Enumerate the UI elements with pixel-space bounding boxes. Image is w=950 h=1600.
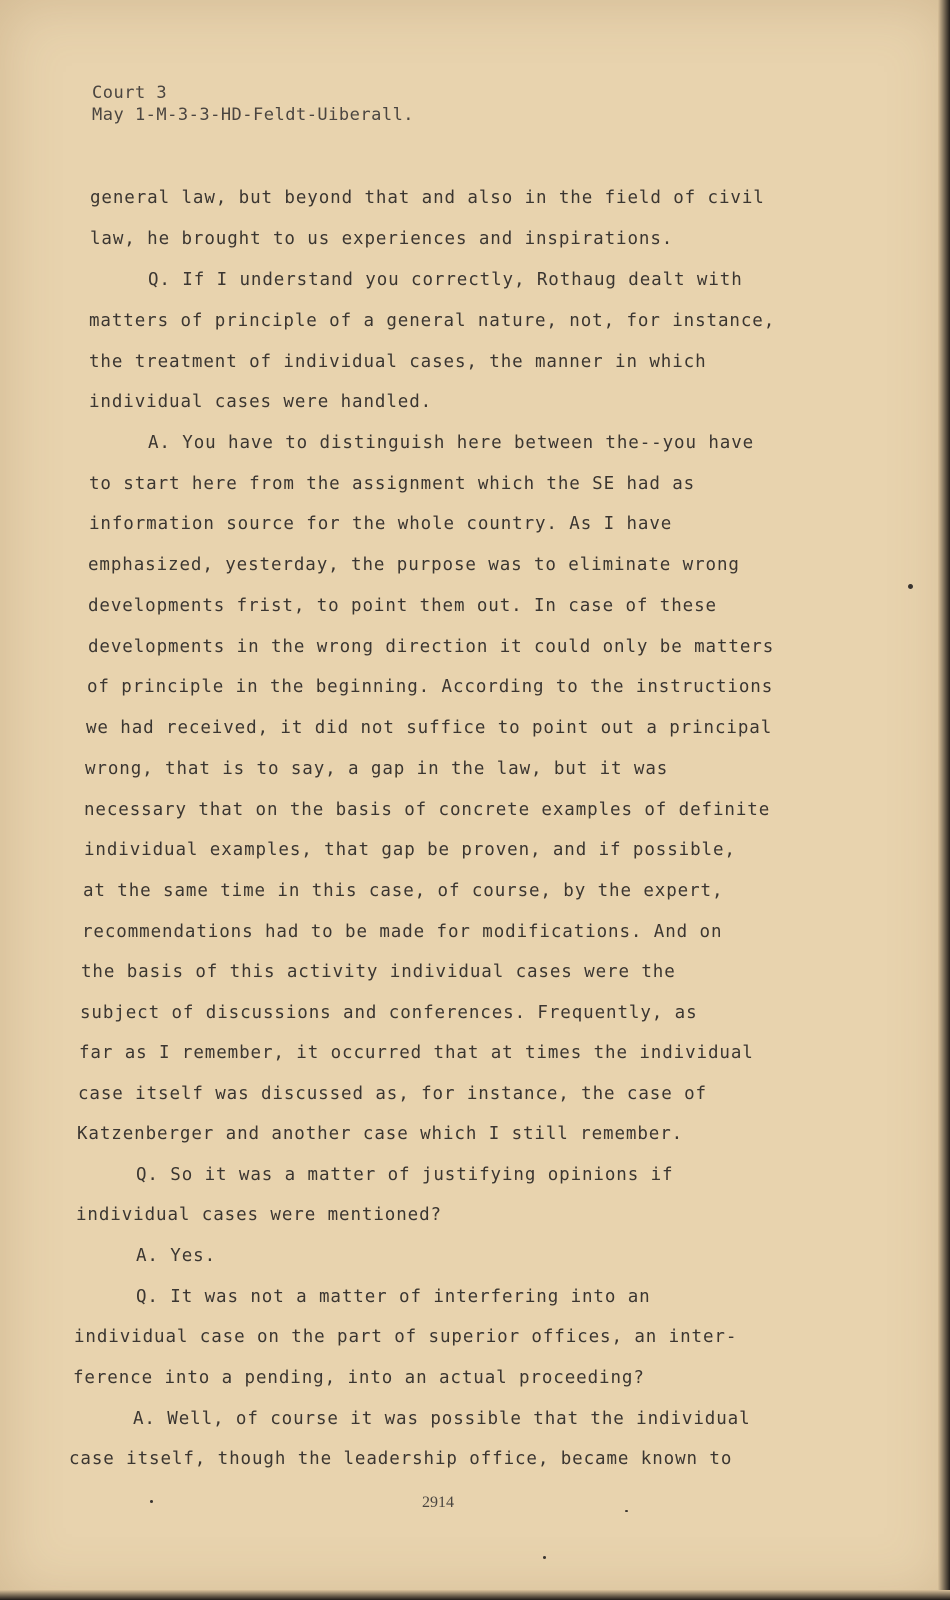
body-line: A. You have to distinguish here between the--you have [148,433,755,453]
court-header [92,82,414,126]
body-line: at the same time in this case, of course, by the expert, [83,881,724,901]
body-line: individual case on the part of superior offices, an inter- [74,1327,738,1347]
body-line: subject of discussions and conferences. Frequently, as [80,1003,698,1023]
body-line: the basis of this activity individual cases were the [81,962,676,982]
body-line: Q. So it was a matter of justifying opinions if [136,1165,674,1185]
paper-speck [150,1500,153,1503]
header-session: May 1-M-3-3-HD-Feldt-Uiberall. [92,105,415,125]
body-line: case itself was discussed as, for instance, the case of [78,1084,707,1104]
page-number: 2914 [422,1494,454,1511]
body-line: wrong, that is to say, a gap in the law, but it was [85,759,669,779]
body-line: law, he brought to us experiences and inspirations. [90,229,674,249]
body-line: Q. If I understand you correctly, Rothaug dealt with [148,270,743,290]
body-line: individual cases were mentioned? [76,1205,442,1225]
body-line: developments frist, to point them out. In case of these [88,596,717,616]
body-line: emphasized, yesterday, the purpose was to eliminate wrong [88,555,740,575]
paper-speck [625,1510,628,1512]
header-court: Court 3 [92,83,168,103]
body-line: necessary that on the basis of concrete examples of definite [84,800,771,820]
body-line: general law, but beyond that and also in the field of civil [90,188,765,208]
body-line: case itself, though the leadership office, became known to [69,1449,733,1469]
page-edge-bottom [0,1590,950,1600]
body-line: far as I remember, it occurred that at times the individual [79,1043,754,1063]
body-line: the treatment of individual cases, the manner in which [89,352,707,372]
body-line: Q. It was not a matter of interfering into an [136,1287,651,1307]
body-line: recommendations had to be made for modifications. And on [82,922,723,942]
body-line: A. Well, of course it was possible that the individual [133,1409,751,1429]
body-line: ference into a pending, into an actual proceeding? [73,1368,645,1388]
body-line: information source for the whole country. As I have [89,514,673,534]
body-line: of principle in the beginning. According to the instructions [87,677,774,697]
body-line: individual examples, that gap be proven, and if possible, [84,840,736,860]
body-line: to start here from the assignment which the SE had as [89,474,696,494]
body-line: developments in the wrong direction it could only be matters [88,637,775,657]
body-line: Katzenberger and another case which I still remember. [77,1124,684,1144]
body-line: individual cases were handled. [89,392,433,412]
paper-speck [908,584,913,589]
body-line: matters of principle of a general nature, not, for instance, [89,311,776,331]
body-line: we had received, it did not suffice to point out a principal [86,718,773,738]
body-line: A. Yes. [136,1246,217,1266]
page-edge-right [938,0,950,1600]
paper-speck [543,1556,546,1559]
